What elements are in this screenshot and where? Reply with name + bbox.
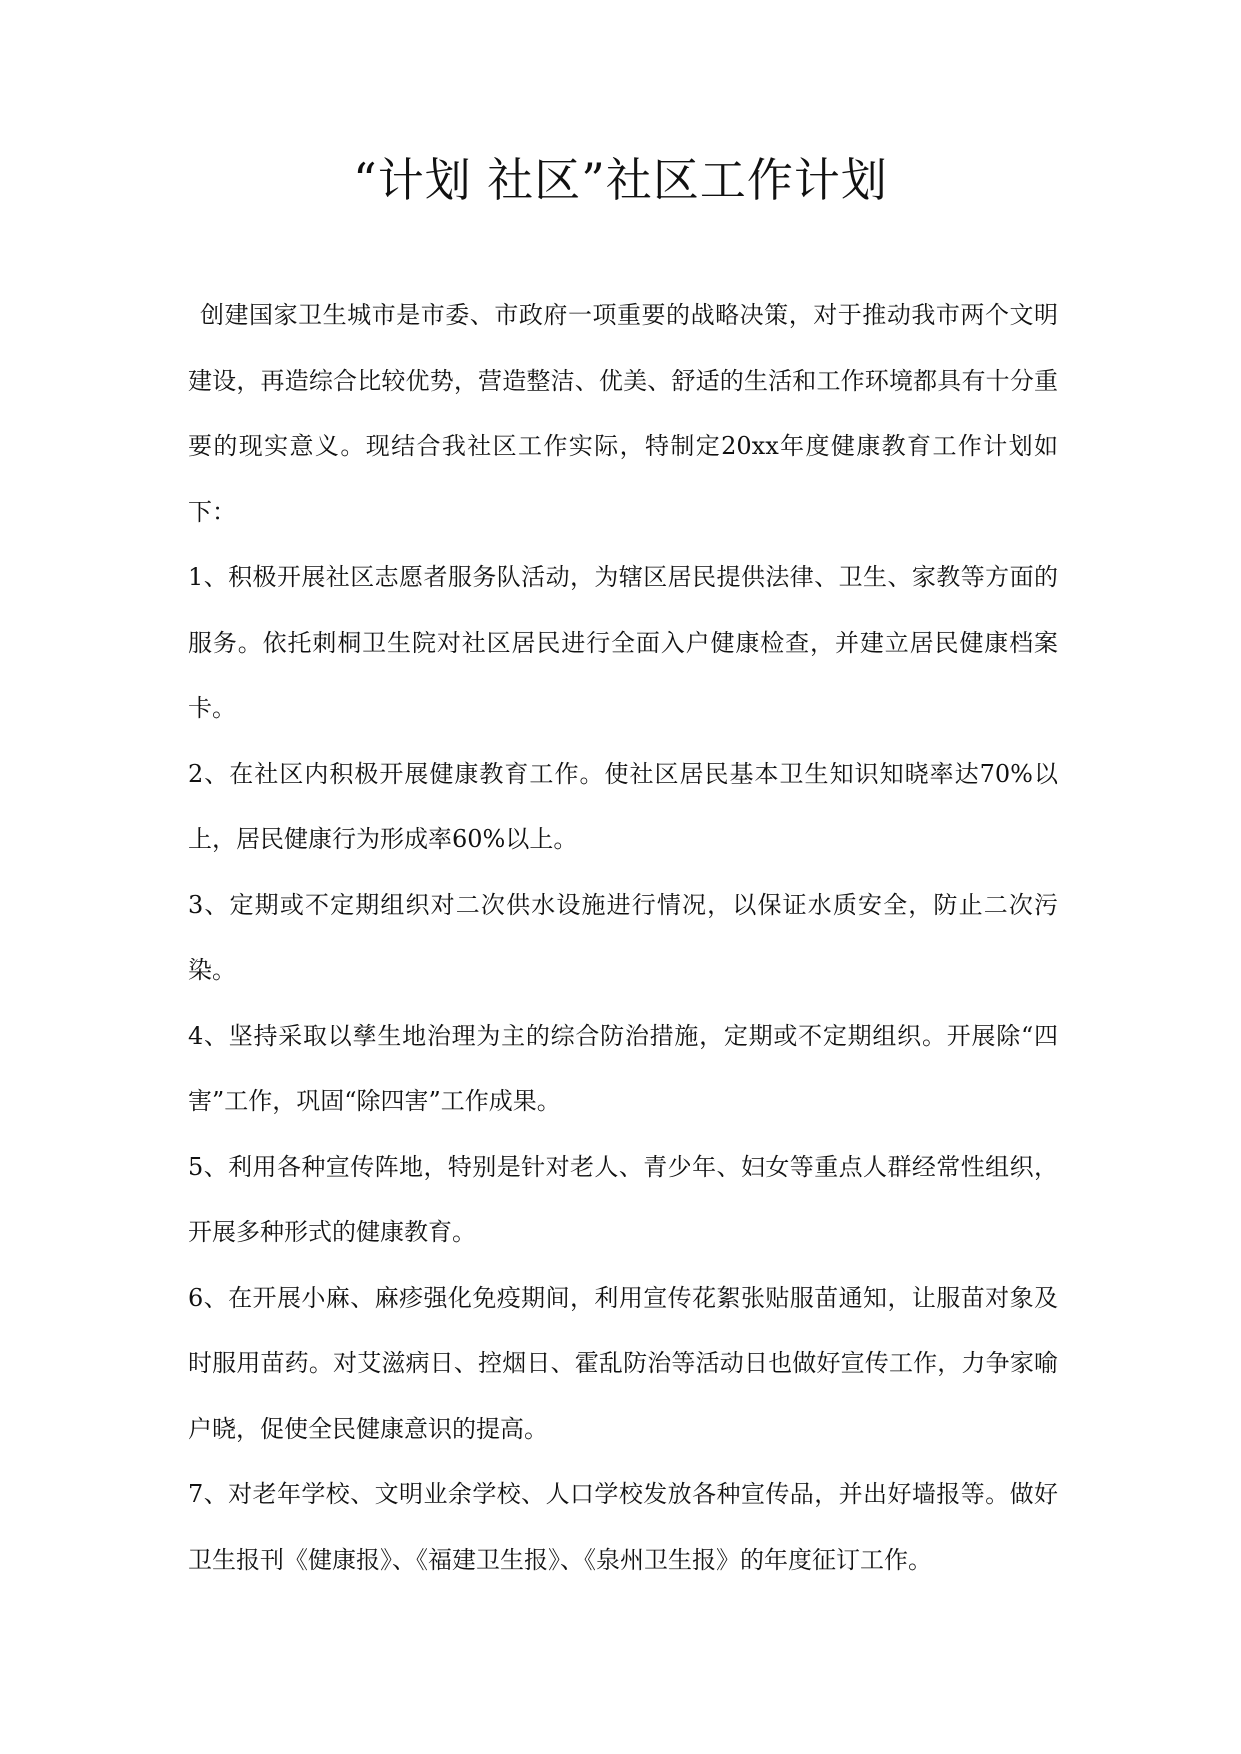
document-body — [188, 283, 1058, 1593]
plan-item-4: 4、坚持采取以孳生地治理为主的综合防治措施，定期或不定期组织。开展除“四害”工作，巩固“除四害”工作成果。 — [188, 1021, 1058, 1115]
plan-item-7: 7、对老年学校、文明业余学校、人口学校发放各种宣传品，并出好墙报等。做好卫生报刊《健康报》、《福建卫生报》、《泉州卫生报》的年度征订工作。 — [188, 1480, 1058, 1574]
plan-item-5: 5、利用各种宣传阵地，特别是针对老人、青少年、妇女等重点人群经常性组织，开展多种形式的健康教育。 — [188, 1152, 1058, 1246]
plan-item-2: 2、在社区内积极开展健康教育工作。使社区居民基本卫生知识知晓率达70%以上，居民健康行为形成率60%以上。 — [188, 759, 1058, 853]
intro-paragraph: 创建国家卫生城市是市委、市政府一项重要的战略决策，对于推动我市两个文明建设，再造综合比较优势，营造整洁、优美、舒适的生活和工作环境都具有十分重要的现实意义。现结合我社区工作实际，特制定20xx年度健康教育工作计划如下： — [188, 301, 1058, 526]
document-title: “计划 社区”社区工作计划 — [353, 153, 888, 207]
plan-item-6: 6、在开展小麻、麻疹强化免疫期间，利用宣传花絮张贴服苗通知，让服苗对象及时服用苗药。对艾滋病日、控烟日、霍乱防治等活动日也做好宣传工作，力争家喻户晓，促使全民健康意识的提高。 — [188, 1283, 1058, 1443]
plan-item-3: 3、定期或不定期组织对二次供水设施进行情况，以保证水质安全，防止二次污染。 — [188, 890, 1058, 984]
plan-item-1: 1、积极开展社区志愿者服务队活动，为辖区居民提供法律、卫生、家教等方面的服务。依托刺桐卫生院对社区居民进行全面入户健康检查，并建立居民健康档案卡。 — [188, 563, 1058, 722]
